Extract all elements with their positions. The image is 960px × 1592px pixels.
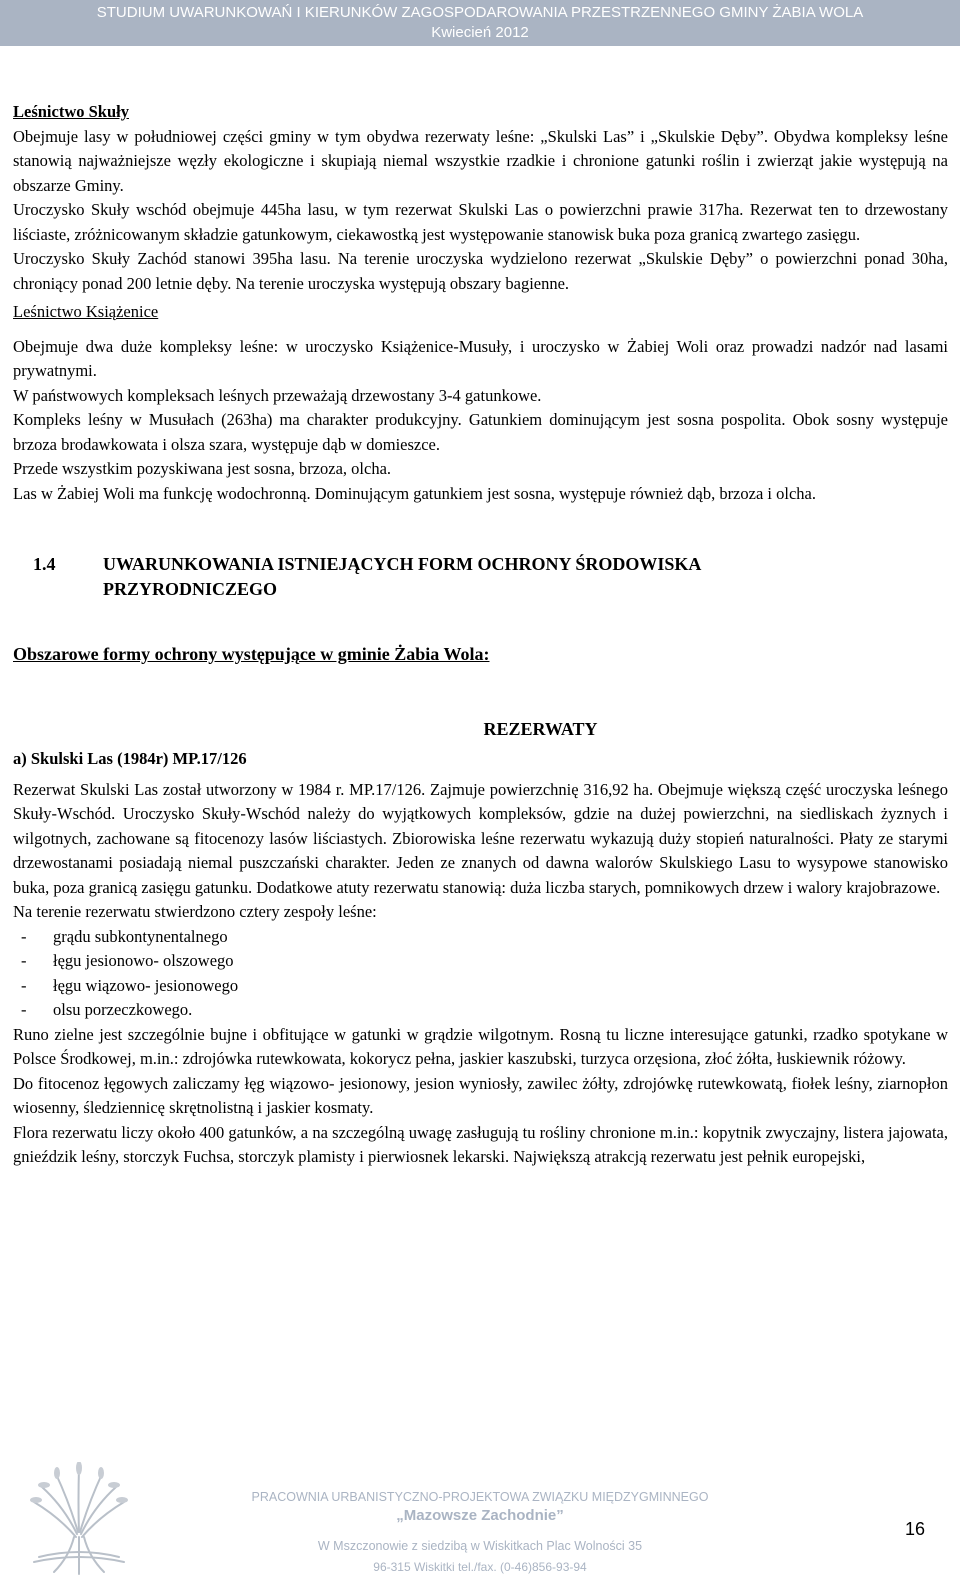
chapter-number: 1.4 xyxy=(33,554,56,574)
reserve-subheading: a) Skulski Las (1984r) MP.17/126 xyxy=(13,749,247,768)
chapter-heading xyxy=(33,552,948,602)
paragraph: Uroczysko Skuły Zachód stanowi 395ha lasu. Na terenie uroczyska wydzielono rezerwat „Skulskie Dęby” o powierzchni ponad 30ha, chroniący ponad 200 letnie dęby. Na terenie uroczyska występują obszary bagienne. xyxy=(13,249,948,293)
header-date: Kwiecień 2012 xyxy=(431,24,529,41)
paragraph: Obejmuje lasy w południowej części gminy w tym obydwa rezerwaty leśne: „Skulski Las” i „Skulskie Dęby”. Obydwa kompleksy leśne stanowią najważniejsze węzły ekologiczne i skupiają niemal wszystkie rzadkie i chronione gatunki roślin i zwierząt jakie występują na obszarze Gminy. xyxy=(13,126,948,195)
list-item: - łęgu jesionowo- olszowego xyxy=(13,949,948,974)
reserves-heading: REZERWATY xyxy=(483,718,598,739)
page-footer xyxy=(0,1462,960,1592)
chapter-title-line2: PRZYRODNICZEGO xyxy=(103,579,278,599)
paragraph: Na terenie rezerwatu stwierdzono cztery zespoły leśne: xyxy=(13,902,377,921)
list-item: - grądu subkontynentalnego xyxy=(13,925,948,950)
paragraph: Do fitocenoz łęgowych zaliczamy łęg wiązowo- jesionowy, jesion wyniosły, zawilec żółty, zdrojówkę rutewkowatą, fiołek leśny, ziarnopłon wiosenny, śledziennicę skrętnolistną i jaskier kosmaty. xyxy=(13,1073,948,1117)
paragraph: Kompleks leśny w Musułach (263ha) ma charakter produkcyjny. Gatunkiem dominującym jest sosna pospolita. Obok sosny występuje brzoza brodawkowata i olsza szara, występuje dąb w domieszce. xyxy=(13,410,948,454)
paragraph: Rezerwat Skulski Las został utworzony w 1984 r. MP.17/126. Zajmuje powierzchnię 316,92 ha. Obejmuje większą część uroczyska leśnego Skuły-Wschód. Uroczysko Skuły-Wschód należy do wyjątkowych kompleksów, gdzie na dużej powierzchni, na siedliskach żyznych i wilgotnych, zachowane są fitocenozy lasów liściastych. Zbiorowiska leśne rezerwatu wykazują duży stopień naturalności. Płaty ze starymi drzewostanami posiadają niemal puszczański charakter. Jeden ze znanych od dawna walorów Skulskiego Lasu to wysypowe stanowisko buka, poza granicą zasięgu gatunku. Dodatkowe atuty rezerwatu stanowią: duża liczba starych, pomnikowych drzew i walory krajobrazowe. xyxy=(13,779,948,897)
paragraph: Uroczysko Skuły wschód obejmuje 445ha lasu, w tym rezerwat Skulski Las o powierzchni prawie 317ha. Rezerwat ten to drzewostany liściaste, zróżnicowanym składzie gatunkowym, ciekawostką jest występowanie stanowisk buka poza granicą zwartego zasięgu. xyxy=(13,200,948,244)
footer-address: W Mszczonowie z siedzibą w Wiskitkach Plac Wolności 35 xyxy=(317,1539,643,1553)
list-item: - łęgu wiązowo- jesionowego xyxy=(13,974,948,999)
paragraph: Przede wszystkim pozyskiwana jest sosna, brzoza, olcha. xyxy=(13,459,392,478)
protection-forms-title: Obszarowe formy ochrony występujące w gminie Żabia Wola: xyxy=(13,644,490,664)
paragraph: Runo zielne jest szczególnie bujne i obfitujące w gatunki w grądzie wilgotnym. Rosną tu liczne interesujące gatunki, rzadko spotykane w Polsce Środkowej, m.in.: zdrojówka rutewkowata, kokorycz pełna, jaskier kaszubski, turzyca orzęsiona, złoć żółta, łuskiewnik różowy. xyxy=(13,1024,948,1068)
page-header xyxy=(0,0,960,46)
chapter-title-line1: UWARUNKOWANIA ISTNIEJĄCYCH FORM OCHRONY ŚRODOWISKA xyxy=(103,554,702,574)
footer-org: PRACOWNIA URBANISTYCZNO-PROJEKTOWA ZWIĄZKU MIĘDZYGMINNEGO xyxy=(251,1490,709,1504)
chapter-title xyxy=(103,552,701,602)
list-item: - olsu porzeczkowego. xyxy=(13,998,948,1023)
document-body xyxy=(13,100,948,1170)
header-title: STUDIUM UWARUNKOWAŃ I KIERUNKÓW ZAGOSPODAROWANIA PRZESTRZENNEGO GMINY ŻABIA WOLA xyxy=(96,4,864,21)
page-number: 16 xyxy=(905,1519,926,1539)
forest-associations-list xyxy=(13,925,948,1023)
footer-org-name: „Mazowsze Zachodnie” xyxy=(396,1507,564,1524)
section-title-skuly: Leśnictwo Skuły xyxy=(13,102,129,121)
paragraph: Las w Żabiej Woli ma funkcję wodochronną. Dominującym gatunkiem jest sosna, występuje również dąb, brzoza i olcha. xyxy=(13,483,816,503)
paragraph: W państwowych kompleksach leśnych przeważają drzewostany 3-4 gatunkowe. xyxy=(13,385,542,405)
footer-contact: 96-315 Wiskitki tel./fax. (0-46)856-93-94 xyxy=(373,1560,587,1574)
paragraph: Obejmuje dwa duże kompleksy leśne: w uroczysko Książenice-Musuły, i uroczysko w Żabiej Woli oraz prowadzi nadzór nad lasami prywatnymi. xyxy=(13,336,948,380)
section-title-ksiazenice: Leśnictwo Książenice xyxy=(13,302,159,321)
paragraph: Flora rezerwatu liczy około 400 gatunków, a na szczególną uwagę zasługują tu rośliny chronione m.in.: kopytnik zwyczajny, listera jajowata, gnieździk leśny, storczyk Fuchsa, storczyk plamisty i pierwiosnek lekarski. Największą atrakcją rezerwatu jest pełnik europejski, xyxy=(13,1122,948,1166)
